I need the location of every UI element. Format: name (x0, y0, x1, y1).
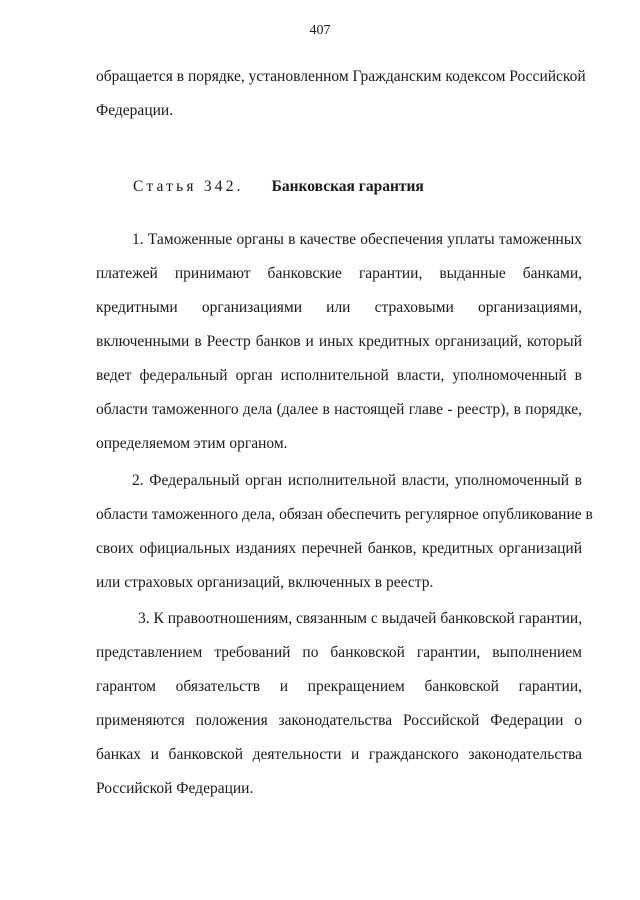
text-line: представлением требований по банковской гарантии, выполнением (96, 644, 582, 661)
page-number: 407 (309, 23, 331, 38)
article-label: Статья 342. (133, 178, 244, 195)
article-heading (133, 170, 424, 204)
text-line: 2. Федеральный орган исполнительной власти, уполномоченный в (132, 472, 582, 489)
text-line: или страховых организаций, включенных в реестр. (96, 574, 434, 591)
text-line: платежей принимают банковские гарантии, выданные банками, (96, 265, 582, 282)
text-line: ведет федеральный орган исполнительной власти, уполномоченный в (96, 367, 582, 384)
text-line: банках и банковской деятельности и гражданского законодательства (96, 746, 582, 763)
text-line: своих официальных изданиях перечней банков, кредитных организаций (96, 540, 582, 557)
text-line: Федерации. (96, 102, 174, 119)
text-line: области таможенного дела (далее в настоящей главе - реестр), в порядке, (96, 401, 582, 418)
text-line: Российской Федерации. (96, 780, 254, 797)
text-line: определяемом этим органом. (96, 435, 288, 452)
text-line: 3. К правоотношениям, связанным с выдачей банковской гарантии, (138, 610, 583, 627)
continuation-paragraph (96, 60, 586, 128)
text-line: обращается в порядке, установленном Гражданским кодексом Российской (96, 68, 586, 85)
article-title: Банковская гарантия (271, 178, 424, 195)
text-line: включенными в Реестр банков и иных кредитных организаций, который (96, 333, 582, 350)
text-line: 1. Таможенные органы в качестве обеспечения уплаты таможенных (132, 231, 582, 248)
text-line: применяются положения законодательства Российской Федерации о (96, 712, 582, 729)
text-line: кредитными организациями или страховыми организациями, (96, 299, 582, 316)
text-line: области таможенного дела, обязан обеспечить регулярное опубликование в (96, 506, 593, 523)
paragraph-2 (96, 464, 593, 600)
text-line: гарантом обязательств и прекращением банковской гарантии, (96, 678, 582, 695)
paragraph-1 (96, 223, 582, 461)
paragraph-3 (96, 602, 582, 806)
